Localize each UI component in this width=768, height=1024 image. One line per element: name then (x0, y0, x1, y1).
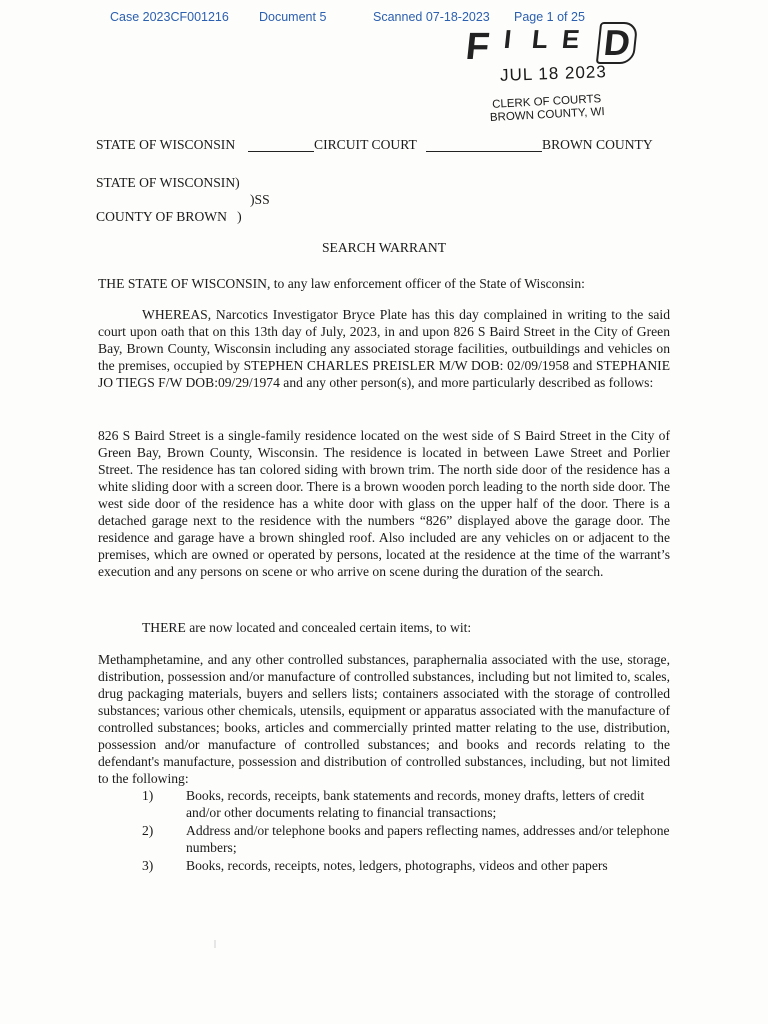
caption-line: COUNTY OF BROWN ) (96, 209, 242, 224)
scan-artifact (214, 940, 216, 948)
scanned-date: Scanned 07-18-2023 (373, 10, 490, 24)
filed-stamp-letter: E (560, 24, 581, 54)
court-line (96, 137, 662, 155)
items-list (98, 787, 670, 875)
case-number: Case 2023CF001216 (110, 10, 229, 24)
court-line-rule (248, 151, 314, 152)
court-line-rule (426, 151, 542, 152)
list-item-text: Books, records, receipts, notes, ledgers, photographs, videos and other papers (186, 858, 608, 873)
list-item (98, 857, 670, 874)
filed-stamp-letter: I (502, 24, 513, 54)
case-caption (96, 174, 270, 225)
clerk-county-line: BROWN COUNTY, WI (489, 105, 605, 124)
filed-stamp-letter: L (530, 24, 550, 54)
court-name: CIRCUIT COURT (314, 137, 417, 152)
clerk-stamp (487, 93, 606, 125)
caption-line: STATE OF WISCONSIN) (96, 175, 240, 190)
document-title: SEARCH WARRANT (322, 240, 446, 255)
list-item-text: Books, records, receipts, bank statements and records, money drafts, letters of credit and/or other documents relating to financial transactions; (186, 788, 645, 820)
items-intro: THERE are now located and concealed certain items, to wit: (142, 620, 472, 635)
caption-ss: )SS (250, 192, 270, 207)
filed-date: JUL 18 2023 (499, 62, 608, 85)
list-item-text: Address and/or telephone books and papers reflecting names, addresses and/or telephone numbers; (186, 823, 670, 855)
list-item (98, 822, 670, 856)
whereas-paragraph: WHEREAS, Narcotics Investigator Bryce Plate has this day complained in writing to the said court upon oath that on this 13th day of July, 2023, in and upon 826 S Baird Street in the City of Green Bay, Brown County, Wisconsin including any associated storage facilities, outbuildings and vehicles on the premises, occupied by STEPHEN CHARLES PREISLER M/W DOB: 02/09/1958 and STEPHANIE JO TIEGS F/W DOB:09/29/1974 and any other person(s), and more particularly described as follows: (98, 307, 670, 390)
clerk-line: CLERK OF COURTS (491, 93, 602, 111)
document-number: Document 5 (259, 10, 327, 24)
list-item-number: 1) (142, 788, 154, 803)
court-county: BROWN COUNTY (542, 137, 653, 152)
filed-stamp-letter: F (463, 26, 492, 68)
filed-stamp-letter: D (596, 22, 638, 64)
list-item-number: 3) (142, 858, 154, 873)
list-item-number: 2) (142, 823, 154, 838)
page-indicator: Page 1 of 25 (514, 10, 585, 24)
premises-description: 826 S Baird Street is a single-family residence located on the west side of S Baird Street in the City of Green Bay, Brown County, Wisconsin. The residence is located in between Lawe Street and Porlier Street. The residence has tan colored siding with brown trim. The north side door of the residence has a white sliding door with a screen door. There is a brown wooden porch leading to the north side door. The west side door of the residence has a white door with glass on the upper half of the door. There is a detached garage next to the residence with the numbers “826” displayed above the garage door. The residence and garage have a brown shingled roof. Also included are any vehicles on or adjacent to the premises, which are owned or operated by persons, located at the residence at the time of the warrant’s execution and any persons on scene or who arrive on scene during the duration of the search. (98, 428, 670, 579)
items-paragraph: Methamphetamine, and any other controlled substances, paraphernalia associated with the use, storage, distribution, possession and/or manufacture of controlled substances, including but not limited to, scales, drug packaging materials, buyers and sellers lists; containers associated with the storage of controlled substances; various other chemicals, utensils, equipment or apparatus associated with the manufacture of controlled substances; books, articles and commercially printed matter relating to the use, distribution, possession and/or manufacture of controlled substances; and books and records relating to the defendant's manufacture, possession and distribution of controlled substances, including, but not limited to the following: (98, 652, 670, 786)
court-state: STATE OF WISCONSIN (96, 137, 236, 152)
list-item (98, 787, 670, 821)
intro-paragraph: THE STATE OF WISCONSIN, to any law enforcement officer of the State of Wisconsin: (98, 276, 585, 291)
